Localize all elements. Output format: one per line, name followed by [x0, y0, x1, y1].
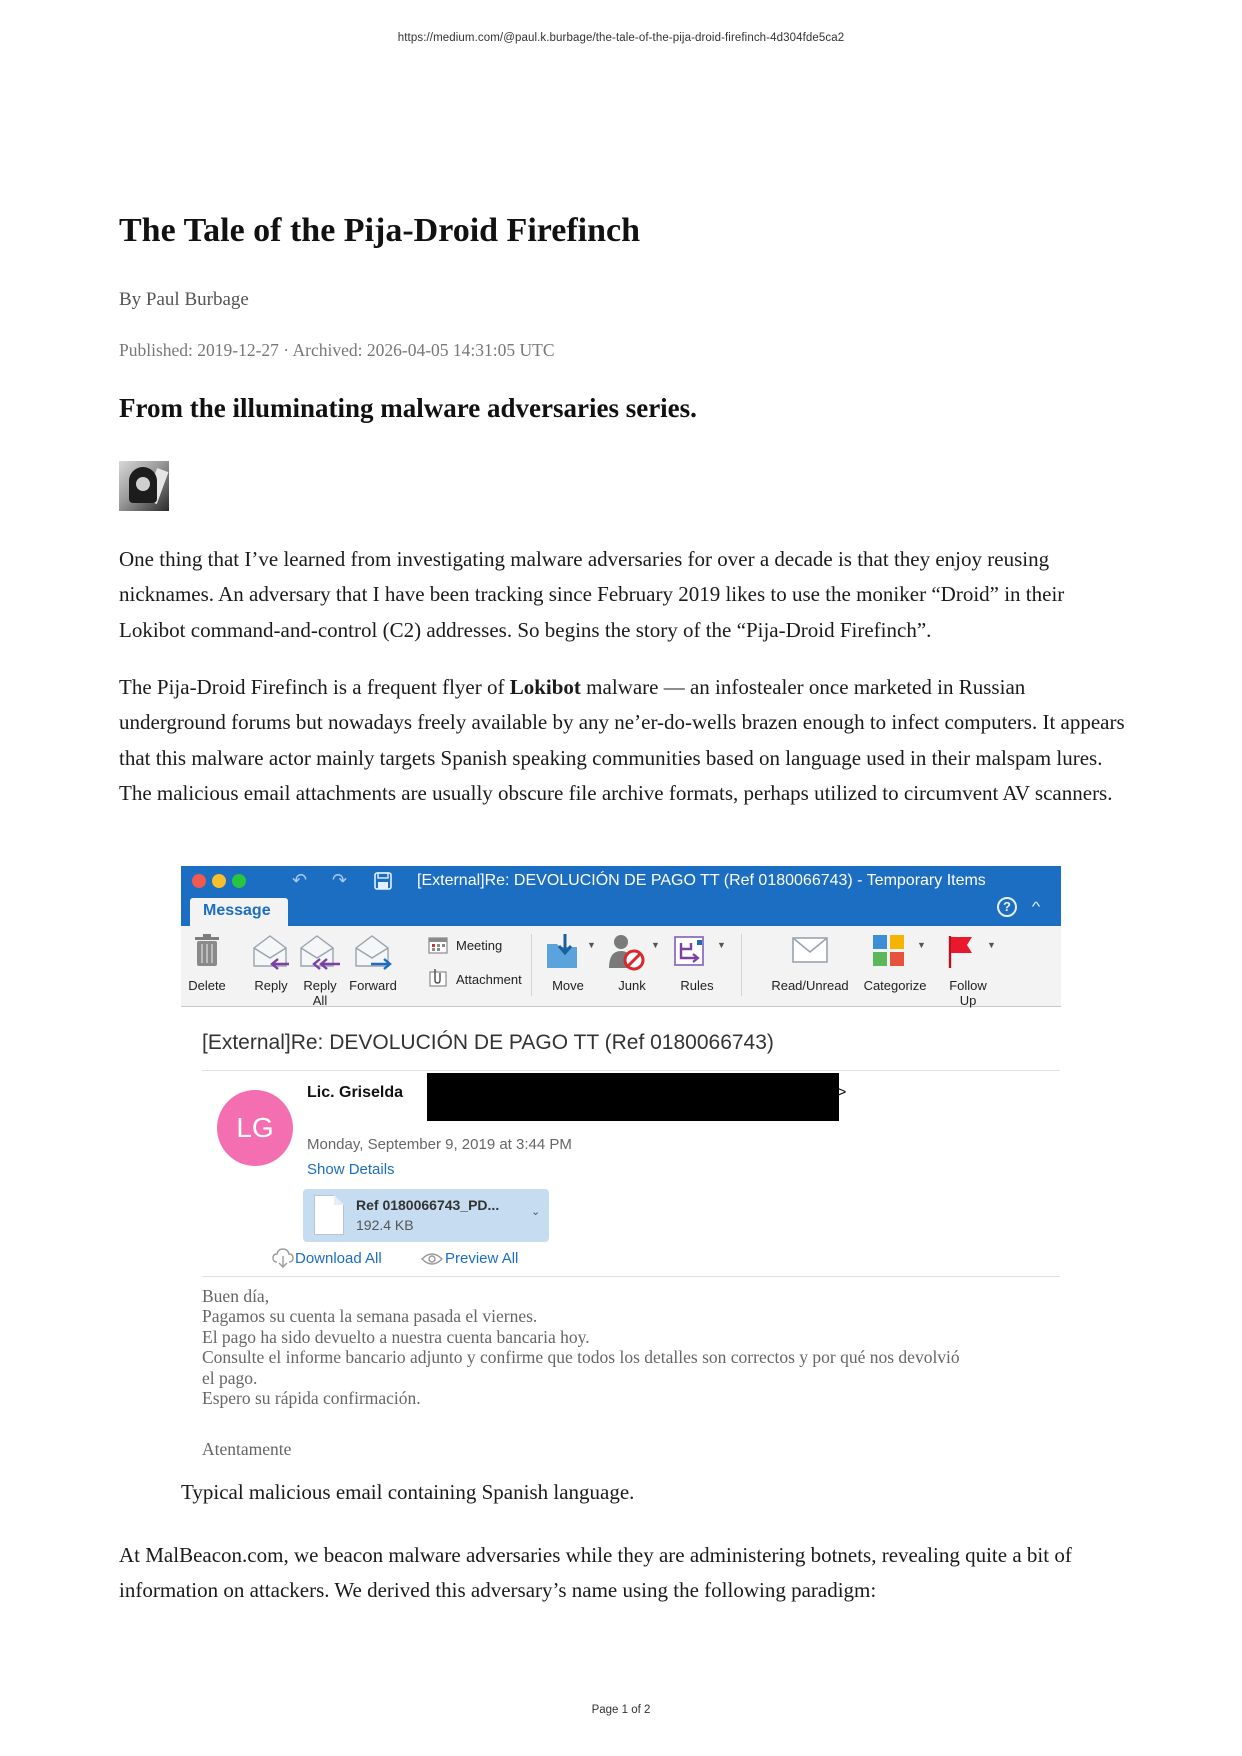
page-url: https://medium.com/@paul.k.burbage/the-tale-of-the-pija-droid-firefinch-4d304fde5ca2	[397, 32, 845, 44]
reply-icon	[251, 934, 291, 970]
article-title: The Tale of the Pija-Droid Firefinch	[119, 212, 641, 249]
move-button[interactable]	[539, 926, 597, 1006]
junk-dropdown-icon: ▼	[651, 940, 660, 950]
email-body-line: Consulte el informe bancario adjunto y confirme que todos los detalles son correctos y por qué nos devolvió	[202, 1347, 960, 1368]
cloud-download-icon[interactable]	[272, 1248, 294, 1268]
follow-up-dropdown-icon: ▼	[987, 940, 996, 950]
email-body-line: El pago ha sido devuelto a nuestra cuenta bancaria hoy.	[202, 1326, 590, 1347]
help-button[interactable]: ?	[997, 897, 1017, 917]
move-folder-icon	[545, 934, 581, 970]
flag-icon	[946, 934, 976, 970]
junk-label: Junk	[618, 978, 646, 993]
attachment-name: Ref 0180066743_PD...	[356, 1197, 500, 1213]
move-label: Move	[552, 978, 584, 993]
attachment-card[interactable]	[303, 1189, 549, 1242]
show-details-link[interactable]: Show Details	[307, 1161, 395, 1178]
attachment-button[interactable]: Attachment	[456, 972, 522, 987]
email-body	[202, 1286, 1060, 1408]
move-dropdown-icon: ▼	[587, 940, 596, 950]
reply-label: Reply	[254, 978, 288, 993]
page-footer: Page 1 of 2	[591, 1704, 651, 1716]
zoom-window-button[interactable]	[232, 874, 246, 888]
paragraph-malbeacon: At MalBeacon.com, we beacon malware adversaries while they are administering botnets, revealing quite a bit of information on attackers. We derived this adversary’s name using the following paradigm:	[119, 1543, 1072, 1603]
sender-name[interactable]: Lic. Griselda	[307, 1084, 404, 1101]
sender-avatar: LG	[217, 1090, 293, 1166]
calendar-icon[interactable]	[428, 936, 448, 954]
image-caption: Typical malicious email containing Spanish language.	[181, 1480, 635, 1504]
paragraph-text: The Pija-Droid Firefinch is a frequent flyer of	[119, 675, 510, 699]
outlook-titlebar	[181, 866, 1061, 926]
lokibot-bold: Lokibot	[509, 675, 581, 699]
rules-button[interactable]	[667, 926, 727, 1006]
envelope-icon	[791, 934, 829, 964]
rules-label: Rules	[680, 978, 714, 993]
ribbon-separator	[741, 934, 742, 996]
download-all-link[interactable]: Download All	[295, 1250, 382, 1267]
attachment-size: 192.4 KB	[356, 1217, 414, 1233]
follow-up-label-line2: Up	[959, 993, 977, 1008]
window-title: [External]Re: DEVOLUCIÓN DE PAGO TT (Ref 0180066743) - Temporary Items	[417, 872, 986, 889]
delete-label: Delete	[188, 978, 226, 993]
forward-button[interactable]	[345, 926, 401, 1006]
redaction-bar	[427, 1073, 839, 1121]
trash-icon	[194, 934, 220, 966]
email-subject: [External]Re: DEVOLUCIÓN DE PAGO TT (Ref 0180066743)	[202, 1031, 774, 1054]
categorize-button[interactable]	[857, 926, 933, 1006]
tab-message[interactable]: Message	[190, 898, 288, 926]
redo-icon[interactable]: ↷	[332, 870, 348, 890]
read-unread-label: Read/Unread	[771, 978, 849, 993]
rules-icon	[673, 934, 709, 970]
save-print-icon[interactable]	[372, 871, 394, 891]
paragraph-intro: One thing that I’ve learned from investigating malware adversaries for over a decade is that they enjoy reusing nicknames. An adversary that I have been tracking since February 2019 likes to use the moniker “Droid” in their Lokibot command-and-control (C2) addresses. So begins the story of the “Pija-Droid Firefinch”.	[119, 547, 1065, 642]
follow-up-label-line1: Follow	[949, 978, 987, 993]
chevron-down-icon[interactable]: ⌄	[531, 1206, 541, 1218]
junk-button[interactable]	[603, 926, 661, 1006]
paragraph-lokibot	[119, 670, 1129, 812]
forward-label: Forward	[349, 978, 397, 993]
follow-up-label	[933, 978, 1003, 1008]
author-avatar	[119, 461, 169, 511]
close-window-button[interactable]	[192, 874, 206, 888]
reply-all-label-line2: All	[312, 993, 328, 1008]
rules-dropdown-icon: ▼	[717, 940, 726, 950]
document-icon	[314, 1195, 344, 1235]
reply-all-button[interactable]	[295, 926, 345, 1006]
ribbon	[181, 926, 1061, 1007]
reply-all-label	[295, 978, 345, 1008]
divider	[202, 1070, 1060, 1071]
forward-icon	[353, 934, 393, 970]
eye-icon[interactable]	[421, 1252, 443, 1266]
reply-all-icon	[298, 934, 342, 970]
sender-address-end: >	[837, 1084, 847, 1101]
email-date: Monday, September 9, 2019 at 3:44 PM	[307, 1136, 572, 1153]
preview-all-link[interactable]: Preview All	[445, 1250, 519, 1267]
paperclip-icon[interactable]	[428, 968, 448, 988]
collapse-ribbon-icon[interactable]: ^	[1031, 899, 1041, 914]
ribbon-separator	[531, 934, 532, 996]
categorize-dropdown-icon: ▼	[917, 940, 926, 950]
categorize-icon	[872, 934, 906, 968]
article-subtitle: From the illuminating malware adversaries series.	[119, 393, 697, 423]
delete-button[interactable]	[185, 926, 229, 1006]
outlook-screenshot	[181, 866, 1061, 1464]
article-meta: Published: 2019-12-27 · Archived: 2026-04-05 14:31:05 UTC	[119, 340, 555, 360]
categorize-label: Categorize	[863, 978, 927, 993]
minimize-window-button[interactable]	[212, 874, 226, 888]
meeting-button[interactable]: Meeting	[456, 938, 503, 953]
junk-icon	[608, 934, 646, 972]
reply-button[interactable]	[247, 926, 295, 1006]
paragraph-text: malware — an infostealer once marketed in Russian underground forums but nowadays freely available by any ne’er-do-wells brazen enough to infect computers. It appears that this malware actor mainly targets Spanish speaking communities based on language used in their malspam lures. The malicious email attachments are usually obscure file archive formats, perhaps utilized to circumvent AV scanners.	[119, 675, 1125, 806]
email-body-line: el pago.	[202, 1367, 258, 1388]
read-unread-button[interactable]	[767, 926, 853, 1006]
divider	[202, 1276, 1060, 1277]
email-body-line: Pagamos su cuenta la semana pasada el viernes.	[202, 1306, 538, 1327]
email-body-line: Buen día,	[202, 1286, 270, 1306]
reply-all-label-line1: Reply	[303, 978, 337, 993]
email-signoff: Atentamente	[202, 1439, 292, 1459]
undo-icon[interactable]: ↶	[292, 870, 308, 890]
follow-up-button[interactable]	[933, 926, 1003, 1006]
article-byline: By Paul Burbage	[119, 289, 249, 310]
email-body-line: Espero su rápida confirmación.	[202, 1388, 421, 1409]
